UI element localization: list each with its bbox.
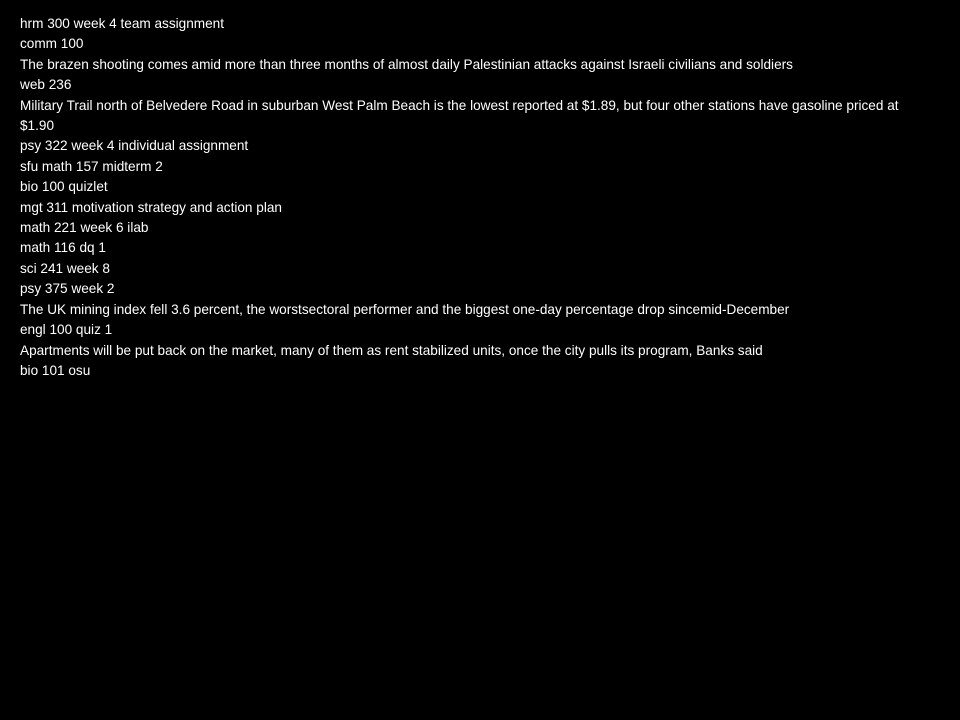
text-line: web 236: [20, 77, 72, 93]
text-line: Apartments will be put back on the market, many of them as rent stabilized units, once the city pulls its program, Banks said: [20, 342, 763, 358]
text-line: mgt 311 motivation strategy and action plan: [20, 199, 282, 215]
text-body: [20, 14, 920, 381]
text-line: hrm 300 week 4 team assignment: [20, 16, 225, 31]
text-line: bio 101 osu: [20, 362, 91, 378]
text-line: comm 100: [20, 36, 84, 52]
text-line: math 116 dq 1: [20, 240, 106, 256]
text-line: Military Trail north of Belvedere Road in suburban West Palm Beach is the lowest reported at $1.89, but four other stations have gasoline priced at $1.90: [20, 97, 899, 134]
text-line: The UK mining index fell 3.6 percent, the worstsectoral performer and the biggest one-day percentage drop sincemid-December: [20, 301, 790, 317]
text-line: math 221 week 6 ilab: [20, 220, 149, 236]
text-line: sfu math 157 midterm 2: [20, 158, 163, 174]
text-line: The brazen shooting comes amid more than three months of almost daily Palestinian attacks against Israeli civilians and soldiers: [20, 56, 793, 72]
text-line: bio 100 quizlet: [20, 179, 108, 195]
text-line: psy 322 week 4 individual assignment: [20, 138, 249, 154]
text-line: psy 375 week 2: [20, 281, 115, 297]
text-line: engl 100 quiz 1: [20, 322, 113, 338]
text-line: sci 241 week 8: [20, 260, 110, 276]
